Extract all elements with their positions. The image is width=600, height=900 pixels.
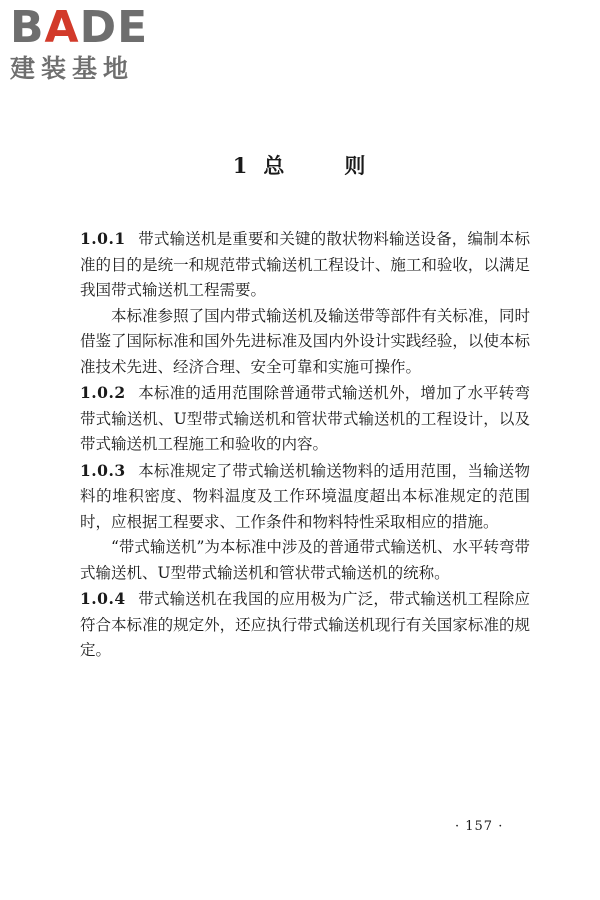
logo-accent-letter: A <box>44 2 80 53</box>
logo-brand-letters: BADE <box>10 2 149 53</box>
paragraph-text: 本标准规定了带式输送机输送物料的适用范围，当输送物料的堆积密度、物料温度及工作环境温度超出本标准规定的范围时，应根据工程要求、工作条件和物料特性采取相应的措施。 <box>80 461 530 531</box>
document-body <box>80 226 530 664</box>
clause-number: 1.0.4 <box>80 589 126 608</box>
logo-brand-text <box>10 2 175 53</box>
page-number: · 157 · <box>455 819 504 834</box>
paragraph-clause-1-0-1 <box>80 226 530 304</box>
logo-chinese-text: 建装基地 <box>10 54 135 83</box>
chapter-title-part2: 则 <box>344 153 368 178</box>
paragraph-text: 带式输送机是重要和关键的散状物料输送设备，编制本标准的目的是统一和规范带式输送机工程设计、施工和验收，以满足我国带式输送机工程需要。 <box>80 230 530 299</box>
chapter-title <box>0 150 600 180</box>
clause-number: 1.0.1 <box>80 229 126 248</box>
bade-watermark-logo <box>10 2 175 84</box>
paragraph-clause-1-0-4 <box>80 586 530 664</box>
paragraph-text: “带式输送机”为本标准中涉及的普通带式输送机、水平转弯带式输送机、U型带式输送机和管状带式输送机的统称。 <box>80 538 530 582</box>
paragraph-clause-1-0-2 <box>80 380 530 458</box>
clause-number: 1.0.2 <box>80 383 126 402</box>
paragraph-clause-1-0-3 <box>80 458 530 536</box>
paragraph-text: 带式输送机在我国的应用极为广泛，带式输送机工程除应符合本标准的规定外，还应执行带式输送机现行有关国家标准的规定。 <box>80 590 530 659</box>
clause-number: 1.0.3 <box>80 460 126 480</box>
chapter-number: 1 <box>232 153 250 178</box>
paragraph-text: 本标准参照了国内带式输送机及输送带等部件有关标准，同时借鉴了国际标准和国外先进标准及国内外设计实践经验，以使本标准技术先进、经济合理、安全可靠和实施可操作。 <box>80 306 530 376</box>
paragraph-continuation <box>80 304 530 381</box>
paragraph-text: 本标准的适用范围除普通带式输送机外，增加了水平转弯带式输送机、U型带式输送机和管状带式输送机的工程设计，以及带式输送机工程施工和验收的内容。 <box>80 384 530 453</box>
paragraph-continuation <box>80 535 530 586</box>
chapter-title-part1: 总 <box>263 153 287 178</box>
